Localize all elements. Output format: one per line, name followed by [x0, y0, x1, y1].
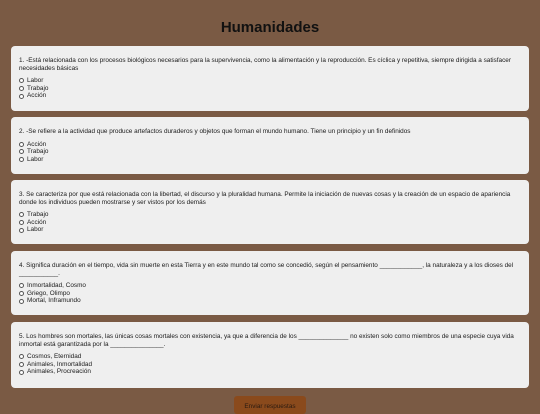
option-label: Labor	[27, 155, 44, 163]
radio-button[interactable]	[19, 291, 24, 296]
option-label: Labor	[27, 226, 44, 234]
question-card-5	[11, 322, 529, 388]
submit-button[interactable]: Enviar respuestas	[234, 396, 306, 414]
option-griego-olimpo[interactable]	[19, 290, 521, 298]
question-text: 3. Se caracteriza por que está relacionada con la libertad, el discurso y la pluralidad humana. Permite la iniciación de nuevas cosas y la creación de un espacio de apariencia donde los individuos pueden mostrarse y ser vistos por los demás	[19, 191, 511, 206]
option-trabajo[interactable]	[19, 211, 521, 219]
radio-button[interactable]	[19, 78, 24, 83]
option-labor[interactable]	[19, 226, 521, 234]
radio-button[interactable]	[19, 283, 24, 288]
question-text: 2. -Se refiere a la actividad que produce artefactos duraderos y objetos que forman el mundo humano. Tiene un principio y un fin definidos	[19, 128, 411, 135]
option-label: Acción	[27, 140, 47, 148]
radio-button[interactable]	[19, 220, 24, 225]
question-text: 4. Significa duración en el tiempo, vida sin muerte en esta Tierra y en este mundo tal como se concedió, según el pensamiento ____________, la naturaleza y a los dioses del ___________.	[19, 262, 514, 277]
option-label: Trabajo	[27, 84, 49, 92]
option-label: Labor	[27, 77, 44, 85]
radio-button[interactable]	[19, 94, 24, 99]
option-label: Trabajo	[27, 148, 49, 156]
option-animales-inmortalidad[interactable]	[19, 361, 521, 369]
radio-button[interactable]	[19, 86, 24, 91]
radio-button[interactable]	[19, 370, 24, 375]
question-card-1	[11, 46, 529, 111]
radio-button[interactable]	[19, 228, 24, 233]
radio-button[interactable]	[19, 212, 24, 217]
option-label: Trabajo	[27, 211, 49, 219]
question-text: 5. Los hombres son mortales, las únicas cosas mortales con existencia, ya que a diferencia de los ______________ no existen solo como miembros de una especie cuya vida inmortal está garantizada por la _______________.	[19, 333, 514, 348]
radio-button[interactable]	[19, 362, 24, 367]
option-label: Inmortalidad, Cosmo	[27, 282, 86, 290]
question-card-4	[11, 251, 529, 315]
option-accion[interactable]	[19, 141, 521, 149]
radio-button[interactable]	[19, 157, 24, 162]
option-trabajo[interactable]	[19, 148, 521, 156]
option-trabajo[interactable]	[19, 85, 521, 93]
radio-button[interactable]	[19, 142, 24, 147]
question-card-2	[11, 117, 529, 174]
option-label: Mortal, Inframundo	[27, 297, 81, 305]
option-cosmos-eternidad[interactable]	[19, 353, 521, 361]
option-label: Acción	[27, 218, 47, 226]
question-card-3	[11, 180, 529, 244]
option-mortal-inframundo[interactable]	[19, 297, 521, 305]
option-labor[interactable]	[19, 156, 521, 164]
option-label: Griego, Olimpo	[27, 289, 70, 297]
radio-button[interactable]	[19, 299, 24, 304]
option-inmortalidad-cosmo[interactable]	[19, 282, 521, 290]
question-text: 1. -Está relacionada con los procesos biológicos necesarios para la supervivencia, como la alimentación y la reproducción. Es cíclica y repetitiva, siempre dirigida a satisfacer necesidades básicas	[19, 57, 511, 72]
radio-button[interactable]	[19, 149, 24, 154]
option-labor[interactable]	[19, 77, 521, 85]
option-label: Cosmos, Eternidad	[27, 353, 82, 361]
radio-button[interactable]	[19, 354, 24, 359]
option-accion[interactable]	[19, 92, 521, 100]
option-accion[interactable]	[19, 219, 521, 227]
option-label: Acción	[27, 92, 47, 100]
option-animales-procreacion[interactable]	[19, 368, 521, 376]
option-label: Animales, Procreación	[27, 368, 91, 376]
page-title: Humanidades	[220, 19, 320, 36]
option-label: Animales, Inmortalidad	[27, 360, 93, 368]
